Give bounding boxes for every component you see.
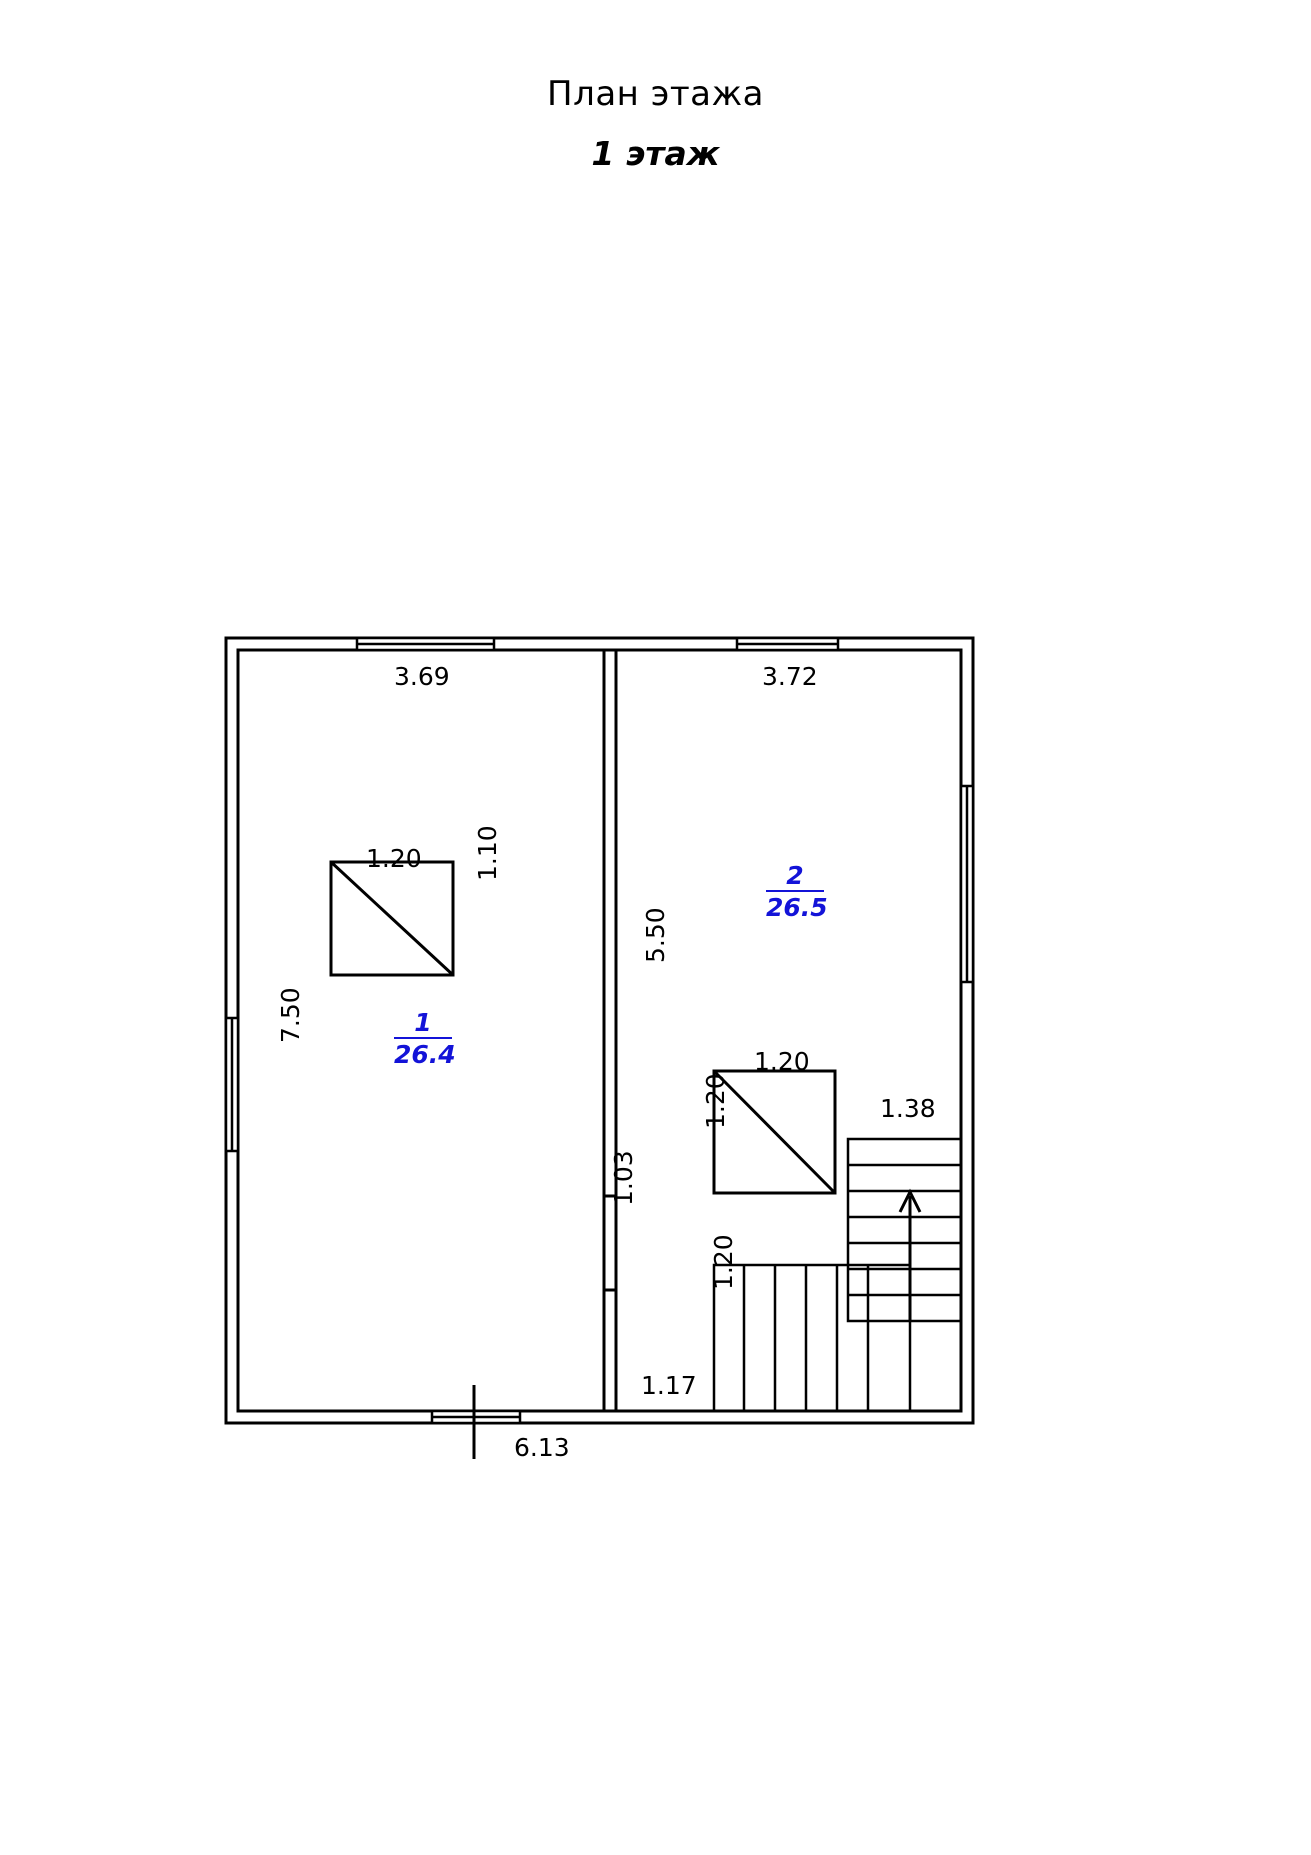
dimension-bottom-total: 6.13 — [514, 1433, 570, 1462]
window-left — [226, 1018, 238, 1151]
dimension-opening1-height: 1.10 — [473, 825, 502, 881]
window-top-left — [357, 638, 494, 650]
floor-subtitle: 1 этаж — [591, 134, 720, 173]
dimension-partition-lower: 1.03 — [609, 1150, 638, 1206]
dimension-stair-upper-width: 1.38 — [880, 1094, 936, 1123]
page-title: План этажа — [547, 74, 764, 114]
dimension-top-right: 3.72 — [762, 662, 818, 691]
dimension-partition-upper: 5.50 — [641, 907, 670, 963]
stair-direction-arrow — [900, 1192, 920, 1320]
window-top-right — [737, 638, 838, 650]
room-area: 26.4 — [394, 1037, 452, 1068]
partition-wall — [604, 650, 616, 1411]
door-bottom — [432, 1411, 520, 1423]
staircase-lower — [714, 1265, 910, 1411]
room-number: 2 — [786, 861, 804, 890]
dimension-opening2-width: 1.20 — [754, 1047, 810, 1076]
staircase-upper — [848, 1139, 961, 1321]
window-right — [961, 786, 973, 982]
opening-room1 — [331, 862, 453, 975]
outer-wall — [226, 638, 973, 1423]
room-number: 1 — [414, 1008, 432, 1037]
dimension-stair-lower-offset: 1.17 — [641, 1371, 697, 1400]
dimension-opening1-width: 1.20 — [366, 844, 422, 873]
room-tag-1 — [394, 1008, 456, 1069]
opening-room2 — [714, 1071, 835, 1193]
room-area: 26.5 — [766, 890, 824, 921]
dimension-top-left: 3.69 — [394, 662, 450, 691]
room-tag-2 — [766, 861, 828, 922]
dimension-stair-lower-depth: 1.20 — [709, 1234, 738, 1290]
dimension-left-wall: 7.50 — [276, 987, 305, 1043]
dimension-opening2-height: 1.20 — [701, 1073, 730, 1129]
